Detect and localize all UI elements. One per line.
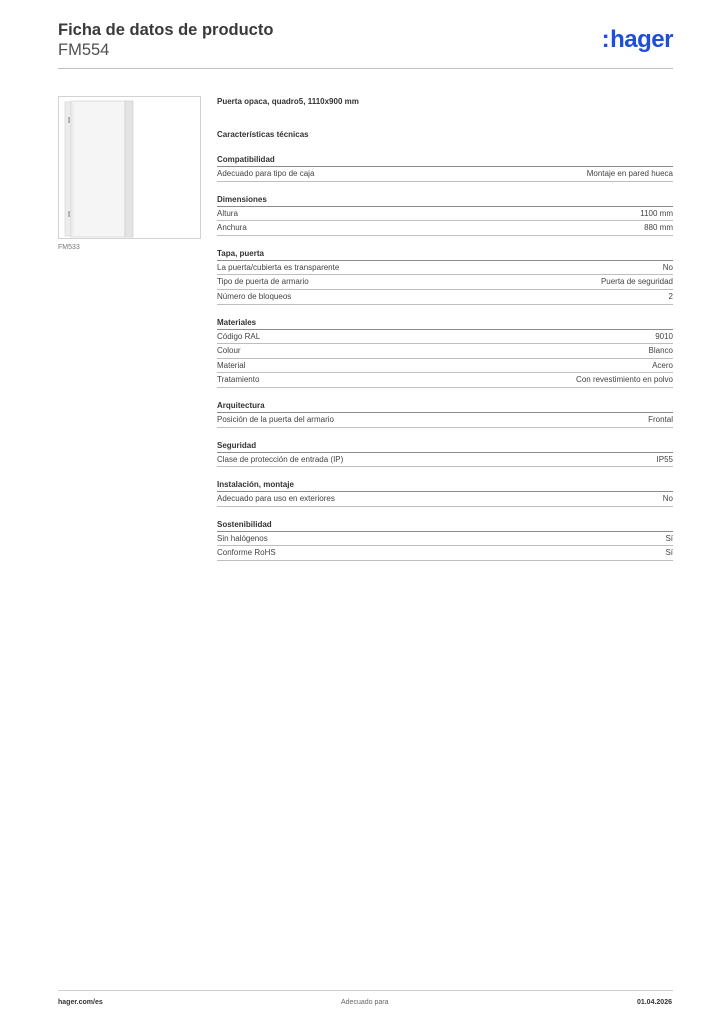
- spec-row: [217, 359, 673, 374]
- spec-value: Acero: [652, 360, 673, 370]
- spec-label: La puerta/cubierta es transparente: [217, 262, 340, 272]
- footer-date: 01.04.2026: [636, 999, 672, 1006]
- image-caption: FM533: [58, 244, 80, 251]
- spec-row: [217, 221, 673, 236]
- spec-label: Conforme RoHS: [217, 548, 276, 558]
- footer-center-text: Adecuado para: [341, 999, 389, 1006]
- spec-label: Código RAL: [217, 331, 261, 341]
- spec-value: Sí: [665, 548, 673, 558]
- spec-section: [217, 154, 673, 182]
- spec-label: Tratamiento: [217, 375, 260, 385]
- footer-website: hager.com/es: [58, 999, 103, 1006]
- hager-logo: [602, 26, 673, 54]
- spec-value: Blanco: [648, 346, 673, 356]
- spec-section: [217, 248, 673, 305]
- spec-row: [217, 532, 673, 547]
- spec-value: 2: [668, 291, 673, 301]
- spec-label: Anchura: [217, 223, 247, 233]
- spec-value: 9010: [655, 331, 673, 341]
- spec-value: Puerta de seguridad: [600, 277, 673, 287]
- spec-sections: [217, 154, 673, 561]
- section-title: Arquitectura: [217, 400, 673, 413]
- spec-row: [217, 261, 673, 276]
- logo-text: hager: [610, 26, 673, 53]
- spec-row: [217, 275, 673, 290]
- spec-label: Número de bloqueos: [217, 291, 292, 301]
- spec-content: [217, 95, 673, 561]
- spec-value: IP55: [656, 454, 673, 464]
- spec-value: No: [662, 262, 673, 272]
- spec-value: No: [662, 494, 673, 504]
- spec-row: [217, 492, 673, 507]
- spec-row: [217, 373, 673, 388]
- spec-row: [217, 546, 673, 561]
- product-image: [58, 96, 201, 239]
- spec-label: Sin halógenos: [217, 533, 268, 543]
- spec-section: [217, 479, 673, 507]
- spec-label: Adecuado para tipo de caja: [217, 169, 315, 178]
- section-title: Dimensiones: [217, 194, 673, 207]
- footer-divider: [58, 990, 673, 991]
- spec-row: [217, 167, 673, 182]
- spec-value: 880 mm: [644, 223, 673, 233]
- spec-value: 1100 mm: [640, 208, 673, 218]
- section-title: Sostenibilidad: [217, 519, 673, 532]
- spec-section: [217, 194, 673, 236]
- section-title: Materiales: [217, 317, 673, 330]
- spec-section: [217, 519, 673, 561]
- spec-row: [217, 413, 673, 428]
- spec-label: Clase de protección de entrada (IP): [217, 454, 344, 464]
- spec-row: [217, 344, 673, 359]
- spec-label: Material: [217, 360, 246, 370]
- spec-row: [217, 330, 673, 345]
- section-title: Seguridad: [217, 440, 673, 453]
- spec-section: [217, 400, 673, 428]
- spec-row: [217, 207, 673, 222]
- spec-value: Montaje en pared hueca: [586, 169, 673, 178]
- document-title: Ficha de datos de producto: [58, 21, 274, 39]
- spec-section: [217, 440, 673, 468]
- section-title: Compatibilidad: [217, 154, 673, 167]
- technical-characteristics-heading: Características técnicas: [217, 130, 309, 139]
- header-divider: [58, 68, 673, 69]
- section-title: Tapa, puerta: [217, 248, 673, 261]
- product-code: FM554: [58, 41, 110, 59]
- spec-label: Tipo de puerta de armario: [217, 277, 309, 287]
- logo-colon-icon: :: [601, 26, 610, 53]
- spec-value: Sí: [665, 533, 673, 543]
- spec-label: Adecuado para uso en exteriores: [217, 494, 335, 504]
- spec-value: Frontal: [648, 414, 673, 424]
- spec-label: Colour: [217, 346, 241, 356]
- spec-value: Con revestimiento en polvo: [576, 375, 673, 385]
- page-header: [58, 20, 673, 60]
- spec-row: [217, 290, 673, 305]
- product-description: Puerta opaca, quadro5, 1110x900 mm: [217, 97, 359, 106]
- cabinet-door-illustration: [59, 97, 200, 238]
- spec-label: Altura: [217, 208, 238, 218]
- spec-label: Posición de la puerta del armario: [217, 414, 334, 424]
- spec-section: [217, 317, 673, 388]
- section-title: Instalación, montaje: [217, 479, 673, 492]
- spec-row: [217, 453, 673, 468]
